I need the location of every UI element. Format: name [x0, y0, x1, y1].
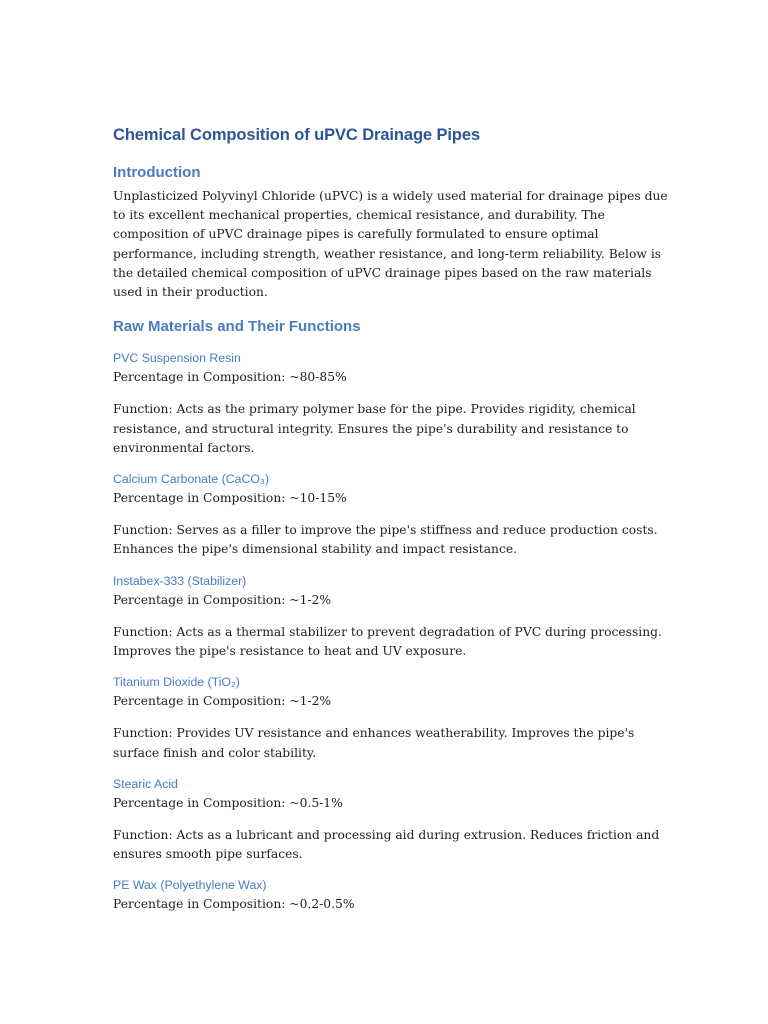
material-function: Function: Acts as a thermal stabilizer to prevent degradation of PVC during processing. Improves the pipe's resistance to heat and UV exposure.: [113, 624, 662, 659]
introduction-heading: Introduction: [113, 164, 201, 181]
material-percentage: Percentage in Composition: ~0.5-1%: [113, 795, 343, 810]
raw-materials-heading: Raw Materials and Their Functions: [113, 318, 361, 336]
material-calcium-carbonate: [113, 470, 668, 560]
material-title: Calcium Carbonate (CaCO₃): [113, 472, 270, 487]
material-title: PE Wax (Polyethylene Wax): [113, 878, 267, 893]
material-percentage: Percentage in Composition: ~0.2-0.5%: [113, 897, 355, 912]
material-title: PVC Suspension Resin: [113, 351, 241, 366]
material-title: Stearic Acid: [113, 776, 178, 791]
material-percentage: Percentage in Composition: ~1-2%: [113, 694, 332, 709]
material-instabex-333: [113, 572, 668, 662]
introduction-paragraph: Unplasticized Polyvinyl Chloride (uPVC) is a widely used material for drainage pipes due to its excellent mechanical properties, chemical resistance, and durability. The composition of uPVC drainage pipes is carefully formulated to ensure optimal performance, including strength, weather resistance, and long-term reliability. Below is the detailed chemical composition of uPVC drainage pipes based on the raw materials used in their production.: [113, 189, 668, 300]
material-title: Instabex-333 (Stabilizer): [113, 573, 247, 588]
material-function: Function: Acts as the primary polymer base for the pipe. Provides rigidity, chemical resistance, and structural integrity. Ensures the pipe's durability and resistance to environmental factors.: [113, 402, 636, 455]
material-function: Function: Provides UV resistance and enhances weatherability. Improves the pipe's surface finish and color stability.: [113, 726, 635, 760]
material-function: Function: Acts as a lubricant and processing aid during extrusion. Reduces friction and ensures smooth pipe surfaces.: [113, 828, 660, 862]
material-function: Function: Serves as a filler to improve the pipe's stiffness and reduce production costs. Enhances the pipe's dimensional stability and impact resistance.: [113, 523, 658, 557]
material-pe-wax: [113, 876, 668, 914]
material-title: Titanium Dioxide (TiO₂): [113, 675, 240, 690]
material-titanium-dioxide: [113, 673, 668, 763]
material-pvc-resin: [113, 349, 668, 458]
material-stearic-acid: [113, 775, 668, 865]
material-percentage: Percentage in Composition: ~1-2%: [113, 592, 332, 607]
material-percentage: Percentage in Composition: ~80-85%: [113, 370, 347, 385]
document-title: Chemical Composition of uPVC Drainage Pipes: [113, 126, 481, 144]
material-percentage: Percentage in Composition: ~10-15%: [113, 491, 347, 506]
